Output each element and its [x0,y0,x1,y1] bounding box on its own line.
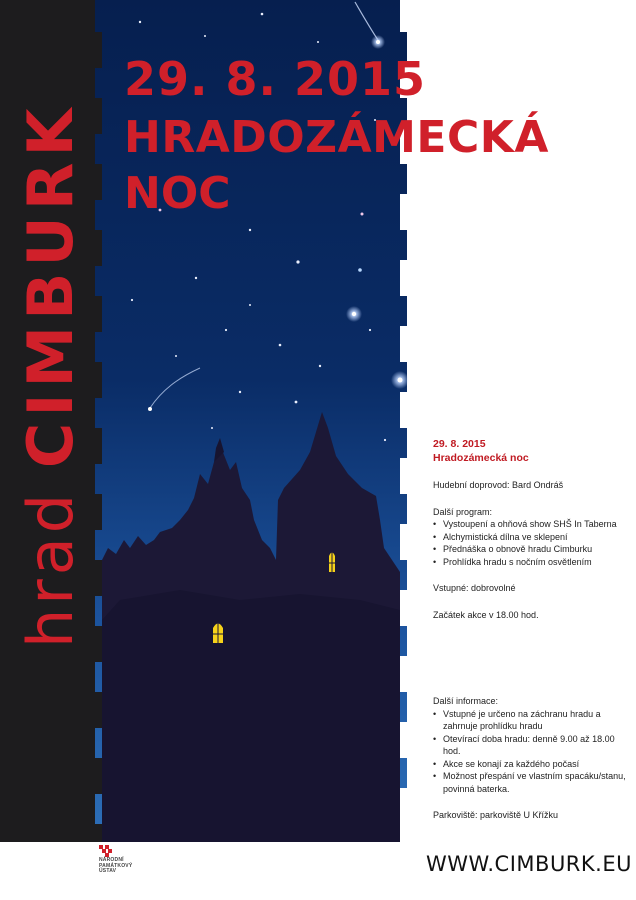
website-link[interactable]: WWW.CIMBURK.EU [426,852,632,876]
npu-logo-icon [99,845,115,857]
info-start: Začátek akce v 18.00 hod. [433,609,539,620]
list-item: • Možnost přespání ve vlastním spacáku/stanu, povinná baterka. [433,770,629,795]
star-icon [358,268,362,272]
star-icon [148,407,152,411]
info-parking: Parkoviště: parkoviště U Křížku [433,810,559,820]
star-icon [139,21,141,23]
npu-logo [99,845,149,875]
list-item: • Alchymistická dílna ve sklepení [433,531,629,544]
star-icon [195,277,197,279]
side-title [14,102,87,648]
npu-logo-text: NÁRODNÍ PAMÁTKOVÝ ÚSTAV [99,857,133,875]
star-icon [249,229,251,231]
list-item: • Otevírací doba hradu: denně 9.00 až 18.00 hod. [433,733,629,758]
star-icon [319,365,321,367]
star-icon [384,439,386,441]
star-icon [175,355,177,357]
more-heading: Další informace: [433,696,499,706]
star-icon [398,378,403,383]
star-icon [261,13,264,16]
star-icon [317,41,319,43]
info-music: Hudební doprovod: Bard Ondráš [433,480,564,490]
star-icon [239,391,241,393]
side-title-bold: CIMBURK [14,102,87,469]
star-icon [352,312,356,316]
program-list [433,518,629,568]
star-icon [296,260,299,263]
headline-title: HRADOZÁMECKÁ [124,112,549,163]
list-item: • Akce se konají za každého počasí [433,758,629,771]
list-item: • Přednáška o obnově hradu Cimburku [433,543,629,556]
star-icon [211,427,213,429]
star-icon [225,329,227,331]
headline [124,52,549,219]
star-icon [204,35,206,37]
star-icon [369,329,371,331]
side-title-light: hrad [14,489,87,648]
list-item: • Vystoupení a ohňová show SHŠ In Taberna [433,518,629,531]
star-icon [279,344,282,347]
info-column [433,437,629,822]
info-date: 29. 8. 2015 [433,438,486,450]
info-entry: Vstupné: dobrovolné [433,583,516,593]
headline-title-line2: NOC [124,168,231,219]
list-item: • Prohlídka hradu s nočním osvětlením [433,556,629,569]
star-icon [249,304,251,306]
star-icon [376,40,380,44]
headline-date: 29. 8. 2015 [124,52,427,106]
info-event-name: Hradozámecká noc [433,452,529,464]
castle-silhouette [102,590,400,842]
more-list [433,708,629,796]
program-heading: Další program: [433,506,493,517]
star-icon [295,401,298,404]
star-icon [131,299,133,301]
list-item: • Vstupné je určeno na záchranu hradu a zahrnuje prohlídku hradu [433,708,629,733]
